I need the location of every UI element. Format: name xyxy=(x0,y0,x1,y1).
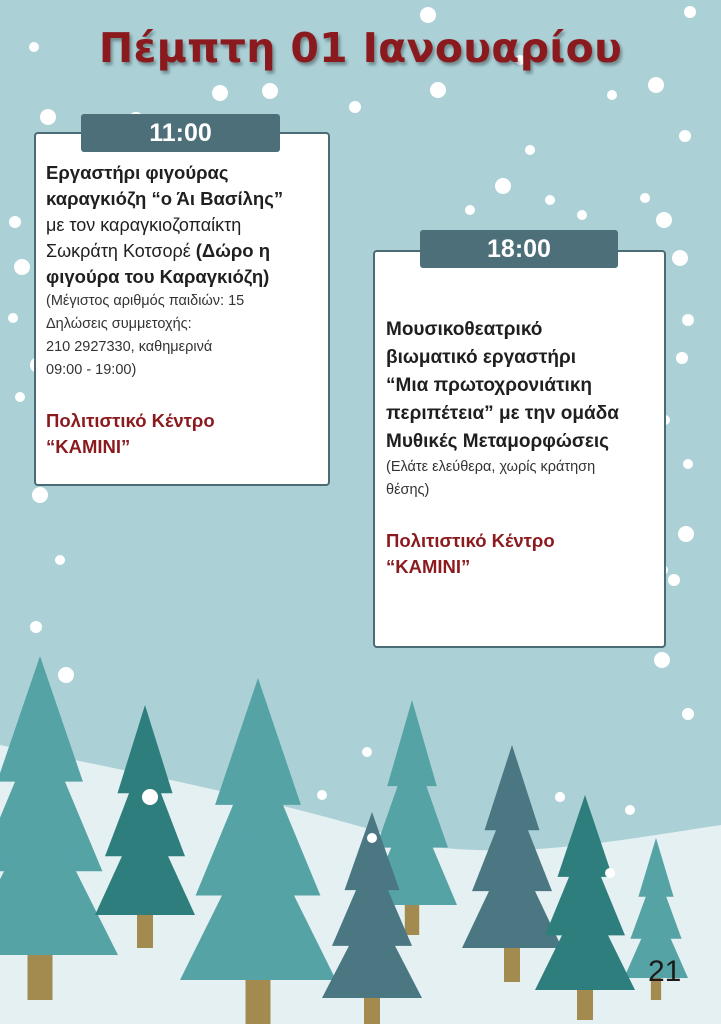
snowflake xyxy=(465,205,475,215)
snowflake xyxy=(672,250,688,266)
snowflake xyxy=(684,6,696,18)
event-time-badge: 11:00 xyxy=(81,114,280,152)
event-title-line: βιωματικό εργαστήρι xyxy=(386,347,576,368)
event-title-line: Μουσικοθεατρικό xyxy=(386,319,543,340)
event-info-line: (Ελάτε ελεύθερα, χωρίς κράτηση xyxy=(386,459,596,475)
snowflake xyxy=(9,216,21,228)
snowflake xyxy=(8,313,18,323)
snowflake xyxy=(683,459,693,469)
snowflake xyxy=(682,314,694,326)
event-card-1800 xyxy=(373,250,666,648)
event-card-1100 xyxy=(34,132,330,486)
tree-trunk xyxy=(246,974,271,1024)
snowflake xyxy=(430,82,446,98)
snowflake xyxy=(142,789,158,805)
event-info-line: θέσης) xyxy=(386,482,430,498)
snowflake xyxy=(648,77,664,93)
snowflake xyxy=(555,792,565,802)
snowflake xyxy=(679,130,691,142)
snowflake xyxy=(14,259,30,275)
tree-trunk xyxy=(28,949,53,1000)
snowflake xyxy=(678,526,694,542)
event-venue-line: Πολιτιστικό Κέντρο xyxy=(46,410,215,431)
snowflake xyxy=(676,352,688,364)
snowflake xyxy=(362,747,372,757)
event-time-badge: 18:00 xyxy=(420,230,618,268)
gift-note-tail: φιγούρα του Καραγκιόζη) xyxy=(46,266,270,287)
snowflake xyxy=(317,790,327,800)
event-description-line: με τον καραγκιοζοπαίκτη xyxy=(46,215,242,235)
snowflake xyxy=(656,212,672,228)
snowflake xyxy=(577,210,587,220)
snowflake xyxy=(212,85,228,101)
event-hours-line: 09:00 - 19:00) xyxy=(46,362,137,378)
snowflake xyxy=(654,652,670,668)
snowflake xyxy=(349,101,361,113)
event-info-line: (Μέγιστος αριθμός παιδιών: 15 xyxy=(46,293,245,309)
event-venue-line: “ΚΑΜΙΝΙ” xyxy=(386,556,471,577)
snowflake xyxy=(55,555,65,565)
snowflake xyxy=(58,667,74,683)
snowflake xyxy=(32,487,48,503)
snowflake xyxy=(420,7,436,23)
snowflake xyxy=(607,90,617,100)
gift-note: (Δώρο η xyxy=(195,240,271,261)
snowflake xyxy=(525,145,535,155)
event-title-line: περιπέτεια” με την ομάδα xyxy=(386,403,619,424)
event-title-line: καραγκιόζη “ο Άι Βασίλης” xyxy=(46,188,284,209)
snowflake xyxy=(367,833,377,843)
event-venue-line: “ΚΑΜΙΝΙ” xyxy=(46,436,131,457)
performer-name: Σωκράτη Κοτσορέ xyxy=(46,241,196,261)
event-info-line: Δηλώσεις συμμετοχής: xyxy=(46,316,192,332)
snowflake xyxy=(682,708,694,720)
event-title-line: Εργαστήρι φιγούρας xyxy=(46,162,229,183)
page-title: Πέμπτη 01 Ιανουαρίου xyxy=(98,24,623,72)
snowflake xyxy=(495,178,511,194)
snowflake xyxy=(668,574,680,586)
snowflake xyxy=(262,83,278,99)
snowflake xyxy=(605,868,615,878)
snowflake xyxy=(30,621,42,633)
snowflake xyxy=(545,195,555,205)
event-title-line: Μυθικές Μεταμορφώσεις xyxy=(386,431,610,452)
snowflake xyxy=(625,805,635,815)
event-venue-line: Πολιτιστικό Κέντρο xyxy=(386,530,555,551)
snowflake xyxy=(640,193,650,203)
snowflake xyxy=(15,392,25,402)
event-phone-line: 210 2927330, καθημερινά xyxy=(46,339,213,355)
event-description-line xyxy=(46,238,328,264)
snowflake xyxy=(40,109,56,125)
event-title-line: “Μια πρωτοχρονιάτικη xyxy=(386,375,593,396)
page-number: 21 xyxy=(648,955,682,988)
